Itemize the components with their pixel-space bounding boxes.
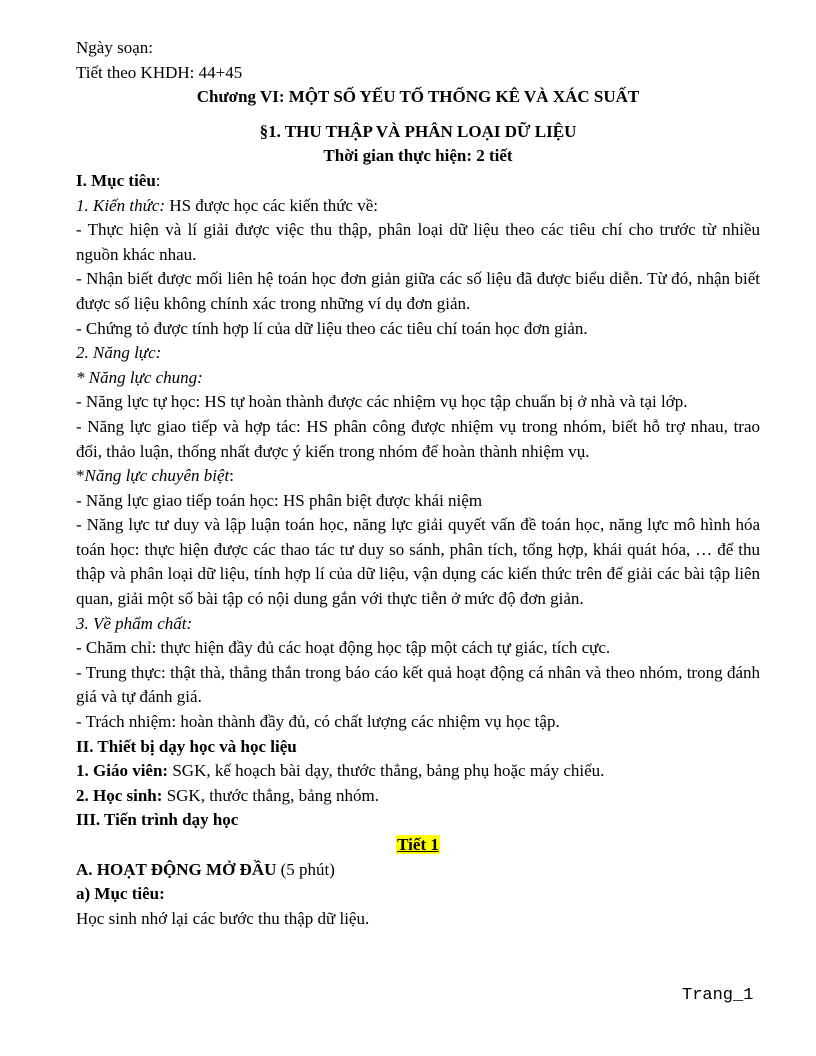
objectives-heading-colon: : xyxy=(155,170,161,190)
knowledge-label: 1. Kiến thức: xyxy=(76,195,166,215)
specific-label: Năng lực chuyên biệt xyxy=(84,466,230,486)
lesson-title: §1. THU THẬP VÀ PHÂN LOẠI DỮ LIỆU xyxy=(259,121,577,141)
specific-competence-heading xyxy=(76,464,760,489)
teacher-equipment xyxy=(76,759,760,784)
activity-heading xyxy=(76,858,760,883)
specific-competence-item-1: - Năng lực giao tiếp toán học: HS phân biệt được khái niệm xyxy=(76,490,483,510)
specific-colon: : xyxy=(229,466,234,486)
date-line: Ngày soạn: xyxy=(76,38,153,57)
objectives-heading xyxy=(76,169,760,194)
equipment-heading: II. Thiết bị dạy học và học liệu xyxy=(76,736,297,756)
specific-star: * xyxy=(76,466,85,486)
lesson-duration: Thời gian thực hiện: 2 tiết xyxy=(323,146,513,166)
general-competence-item-2: - Năng lực giao tiếp và hợp tác: HS phân công được nhiệm vụ trong nhóm, biết hỗ trợ nhau, trao đổi, thảo luận, thống nhất được ý kiến trong nhóm để hoàn thành nhiệm vụ. xyxy=(76,416,760,461)
quality-item-2: - Trung thực: thật thà, thẳng thắn trong báo cáo kết quả hoạt động cá nhân và theo nhóm, trong đánh giá và tự đánh giá. xyxy=(76,662,760,707)
knowledge-item-1: - Thực hiện và lí giải được việc thu thập, phân loại dữ liệu theo các tiêu chí cho trước từ nhiều nguồn khác nhau. xyxy=(76,220,760,264)
teacher-label: 1. Giáo viên: xyxy=(76,761,169,781)
knowledge-item-2: - Nhận biết được mối liên hệ toán học đơn giản giữa các số liệu đã được biểu diễn. Từ đó, nhận biết được số liệu không chính xác trong những ví dụ đơn giản. xyxy=(76,269,760,313)
period-marker xyxy=(76,833,760,858)
general-competence-heading: * Năng lực chung: xyxy=(76,367,203,387)
process-heading: III. Tiến trình dạy học xyxy=(76,810,239,830)
goal-text: Học sinh nhớ lại các bước thu thập dữ liệu. xyxy=(76,908,370,928)
student-text: SGK, thước thẳng, bảng nhóm. xyxy=(162,785,379,805)
specific-competence-item-2: - Năng lực tư duy và lập luận toán học, năng lực giải quyết vấn đề toán học, năng lực mô hình hóa toán học: thực hiện được các thao tác tư duy so sánh, phân tích, tổng hợp, khái quát hóa, … để thu thập và phân loại dữ liệu, tính hợp lí của dữ liệu, vận dụng các kiến thức trên để giải các bài tập liên quan, giải một số bài tập có nội dung gắn với thực tiễn ở mức độ đơn giản. xyxy=(76,515,760,609)
knowledge-item-3: - Chứng tỏ được tính hợp lí của dữ liệu theo các tiêu chí toán học đơn giản. xyxy=(76,318,588,338)
student-equipment xyxy=(76,784,760,809)
general-competence-item-1: - Năng lực tự học: HS tự hoàn thành được các nhiệm vụ học tập chuẩn bị ở nhà và tại lớp. xyxy=(76,392,688,412)
teacher-text: SGK, kế hoạch bài dạy, thước thẳng, bảng phụ hoặc máy chiếu. xyxy=(168,761,605,781)
knowledge-text: HS được học các kiến thức về: xyxy=(165,195,378,215)
quality-item-3: - Trách nhiệm: hoàn thành đầy đủ, có chất lượng các nhiệm vụ học tập. xyxy=(76,712,560,732)
document-page xyxy=(76,36,760,931)
knowledge-intro xyxy=(76,194,760,219)
activity-time: (5 phút) xyxy=(276,859,335,879)
goal-heading: a) Mục tiêu: xyxy=(76,884,165,904)
objectives-heading-text: I. Mục tiêu xyxy=(76,170,156,190)
quality-item-1: - Chăm chỉ: thực hiện đầy đủ các hoạt động học tập một cách tự giác, tích cực. xyxy=(76,638,611,658)
period-highlight: Tiết 1 xyxy=(397,835,439,854)
student-label: 2. Học sinh: xyxy=(76,785,163,805)
activity-label: A. HOẠT ĐỘNG MỞ ĐẦU xyxy=(76,859,277,879)
page-number: Trang_1 xyxy=(682,986,754,1005)
period-plan-line: Tiết theo KHDH: 44+45 xyxy=(76,62,243,82)
chapter-title: Chương VI: MỘT SỐ YẾU TỐ THỐNG KÊ VÀ XÁC SUẤT xyxy=(196,87,640,107)
quality-heading: 3. Về phẩm chất: xyxy=(76,613,193,633)
competence-heading: 2. Năng lực: xyxy=(76,343,162,363)
